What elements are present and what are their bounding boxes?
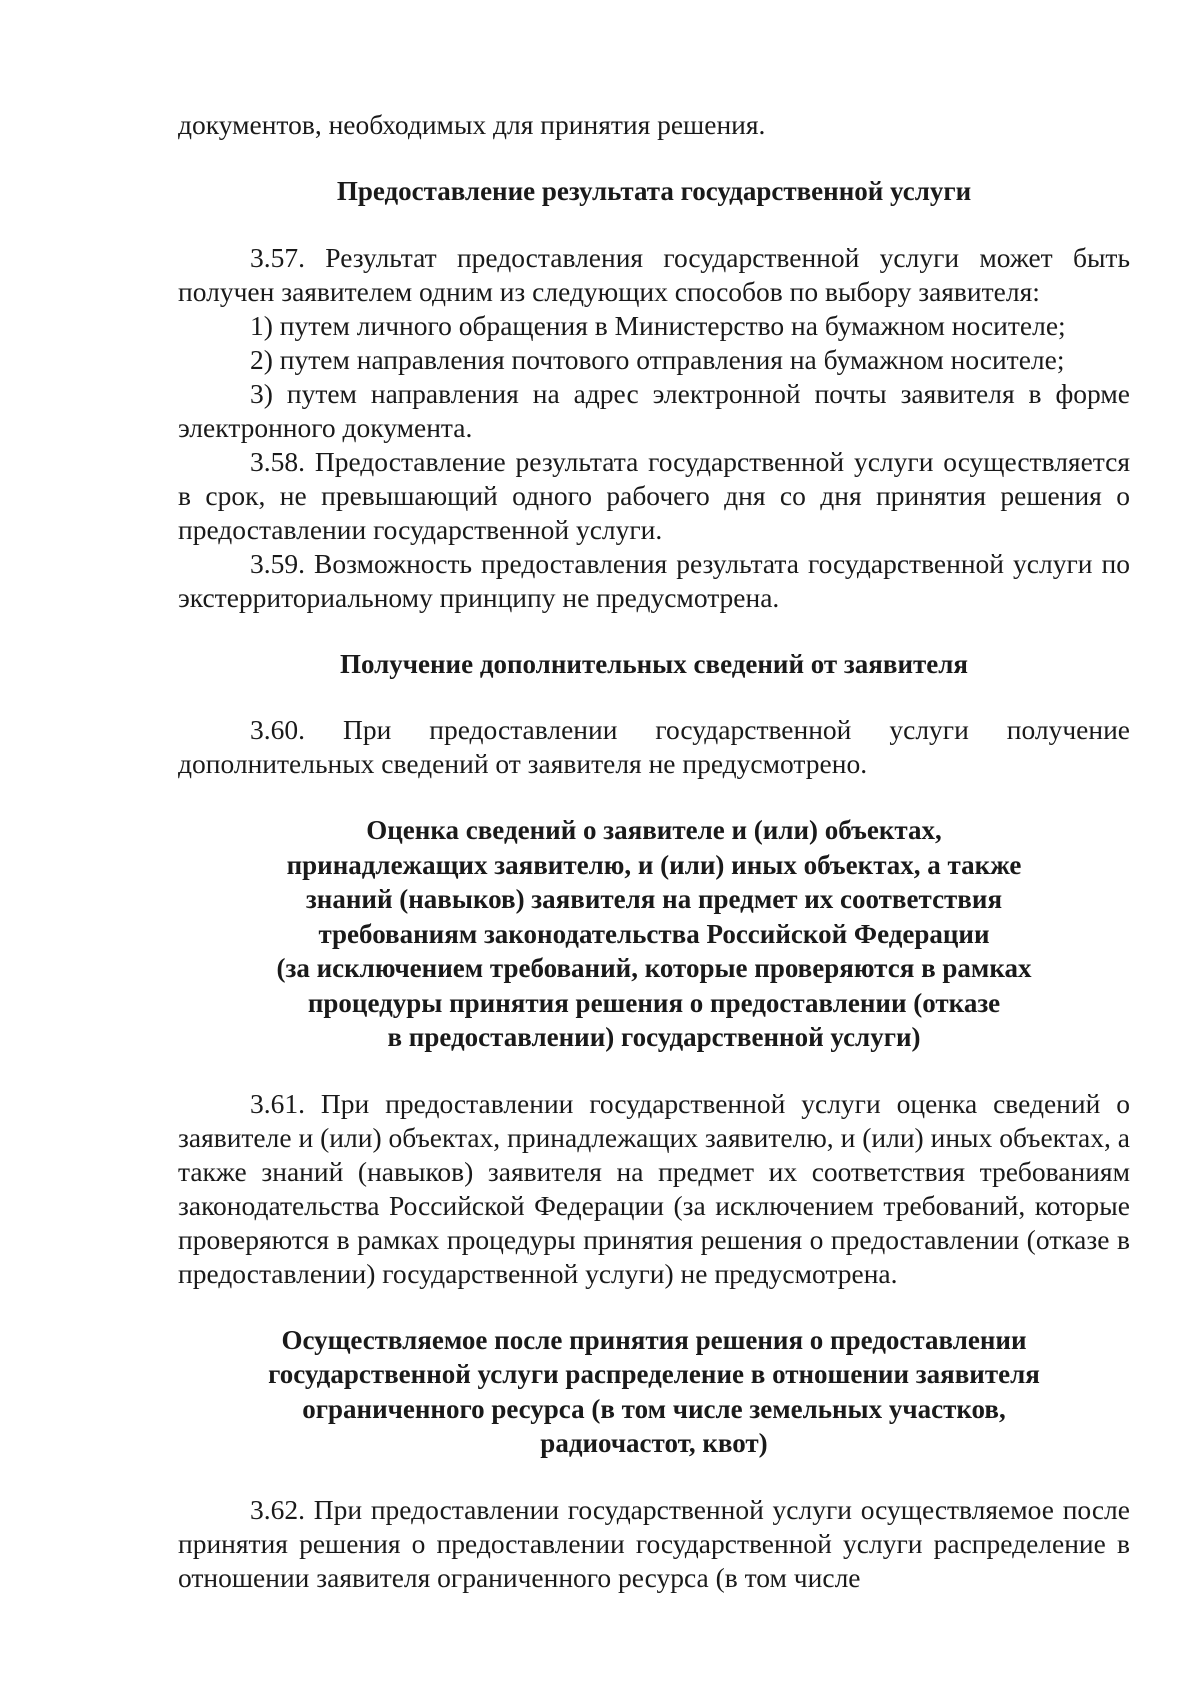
paragraph-3-57-item-2: 2) путем направления почтового отправления на бумажном носителе; (250, 343, 1065, 375)
heading-assessment (178, 813, 1130, 1055)
heading-distribution-line: государственной услуги распределение в отношении заявителя (268, 1359, 1040, 1389)
heading-assessment-line: знаний (навыков) заявителя на предмет их соответствия (305, 884, 1003, 914)
heading-additional: Получение дополнительных сведений от заявителя (339, 648, 969, 679)
paragraph-3-59: 3.59. Возможность предоставления результата государственной услуги по экстерриториальному принципу не предусмотрена. (178, 547, 1130, 613)
paragraph-3-60: 3.60. При предоставлении государственной услуги получение дополнительных сведений от заявителя не предусмотрено. (178, 714, 1130, 779)
paragraph-intro: документов, необходимых для принятия решения. (178, 109, 766, 140)
paragraph-3-61: 3.61. При предоставлении государственной услуги оценка сведений о заявителе и (или) объектах, принадлежащих заявителю, и (или) иных объектах, а также знаний (навыков) заявителя на предмет их соответствия требованиям законодательства Российской Федерации (за исключением требований, которые проверяются в рамках процедуры принятия решения о предоставлении (отказе в предоставлении) государственной услуги) не предусмотрена. (178, 1087, 1130, 1289)
paragraph-3-57: 3.57. Результат предоставления государственной услуги может быть получен заявителем одним из следующих способов по выбору заявителя: (178, 241, 1130, 307)
heading-assessment-line: принадлежащих заявителю, и (или) иных объектах, а также (286, 849, 1022, 880)
heading-assessment-line: (за исключением требований, которые проверяются в рамках (276, 953, 1032, 983)
document-body (178, 108, 1130, 1595)
heading-assessment-line: Оценка сведений о заявителе и (или) объектах, (366, 815, 942, 845)
paragraph-3-57-item-1: 1) путем личного обращения в Министерство на бумажном носителе; (250, 309, 1066, 341)
heading-assessment-line: в предоставлении) государственной услуги) (387, 1022, 921, 1052)
heading-distribution-line: ограниченного ресурса (в том числе земельных участков, (302, 1393, 1006, 1424)
heading-assessment-line: процедуры принятия решения о предоставлении (отказе (307, 987, 1001, 1018)
paragraph-3-58: 3.58. Предоставление результата государственной услуги осуществляется в срок, не превышающий одного рабочего дня со дня принятия решения о предоставлении государственной услуги. (178, 445, 1130, 545)
heading-assessment-line: требованиям законодательства Российской Федерации (318, 918, 990, 949)
paragraph-3-62: 3.62. При предоставлении государственной услуги осуществляемое после принятия решения о предоставлении государственной услуги распределение в отношении заявителя ограниченного ресурса (в том числе (178, 1493, 1130, 1593)
heading-distribution (178, 1323, 1130, 1461)
heading-distribution-line: Осуществляемое после принятия решения о предоставлении (281, 1324, 1027, 1355)
heading-result: Предоставление результата государственной услуги (336, 176, 972, 206)
paragraph-3-57-item-3: 3) путем направления на адрес электронной почты заявителя в форме электронного документа. (178, 377, 1130, 443)
heading-distribution-line: радиочастот, квот) (540, 1428, 768, 1458)
